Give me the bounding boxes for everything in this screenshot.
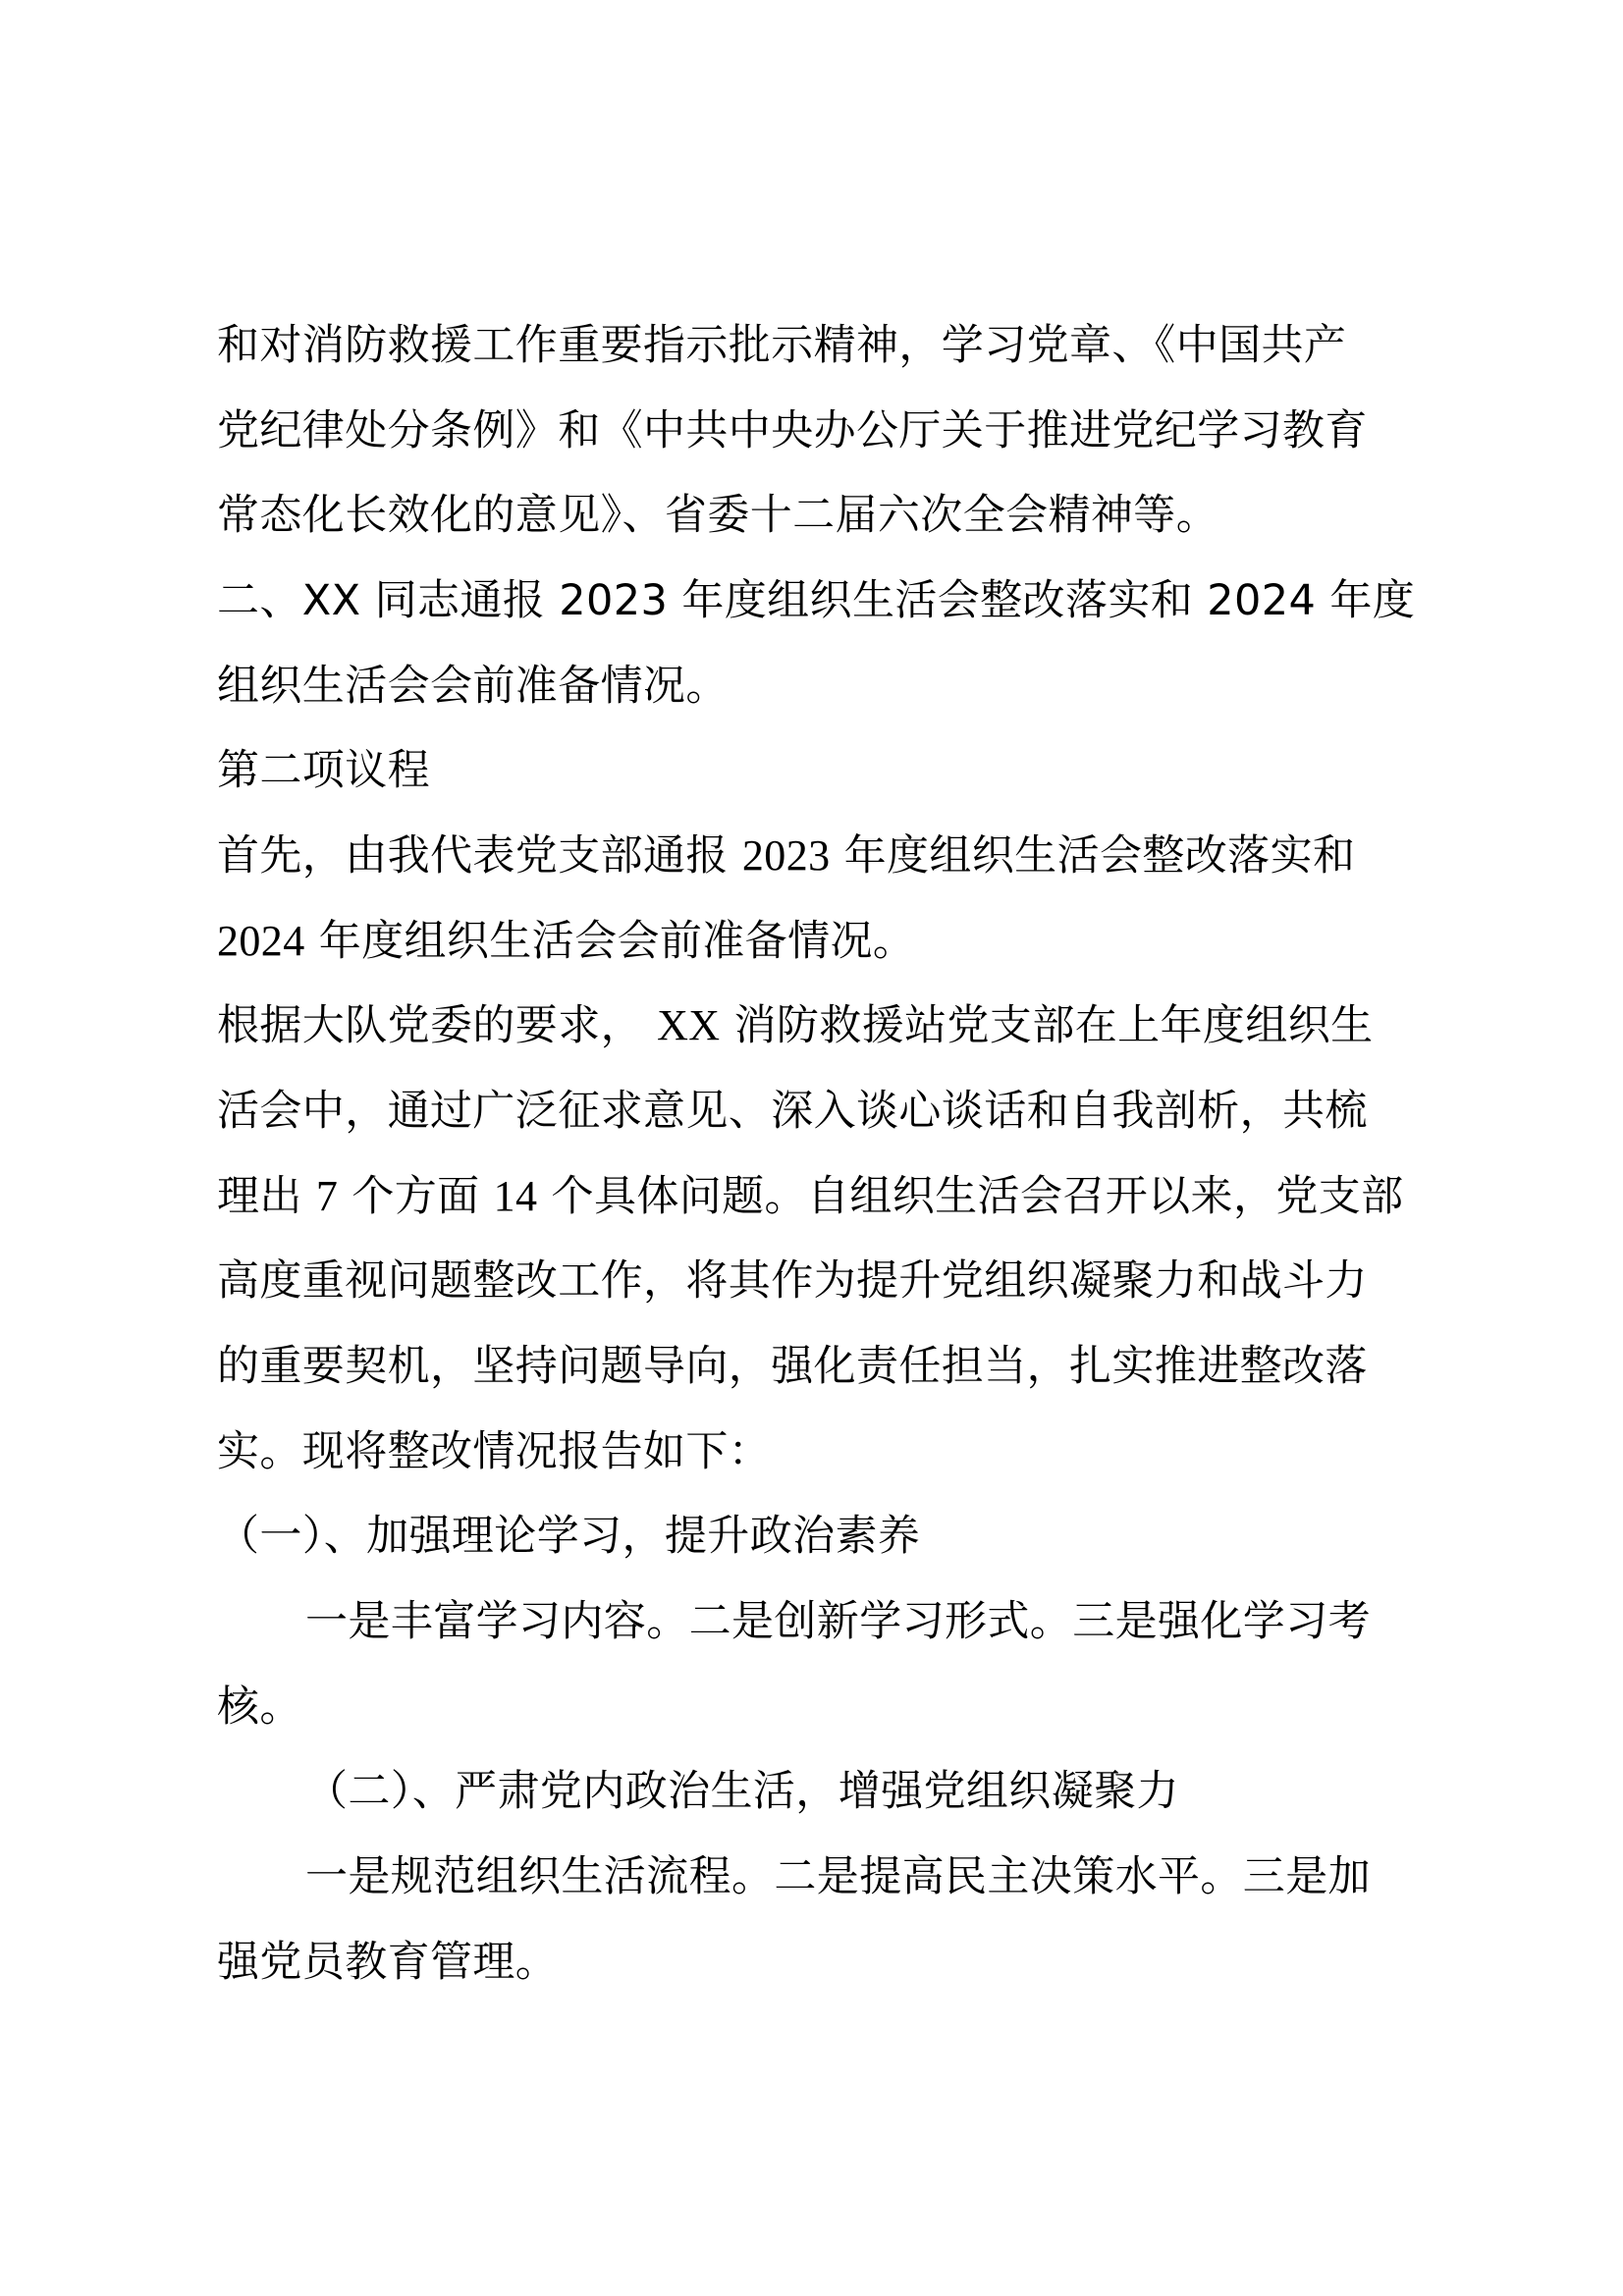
text: 一是丰富学习内容。二是创新学习形式。三是强化学习考 [305,1597,1371,1646]
paragraph-line-2 [217,401,1368,460]
text: （一）、加强理论学习，提升政治素养 [217,1512,921,1561]
text: 党纪律处分条例》和《中共中央办公厅关于推进党纪学习教育 [217,406,1368,455]
agenda-item-two-heading [217,571,1415,630]
subsection-two-body-line-1 [305,1847,1371,1906]
text: 消防救援站党支部在上年度组织生 [733,1001,1374,1050]
count-number: 14 [493,1172,538,1220]
text: 根据大队党委的要求， [217,1001,643,1050]
year-number: 2023 [741,831,831,880]
subheading-one [217,1507,920,1566]
paragraph-line-3 [217,486,1218,545]
section-title-second-agenda [217,741,430,800]
text: 和对消防救援工作重要指示批示精神，学习党章、《中国共产 [217,321,1347,370]
text: 第二项议程 [217,746,430,795]
paragraph-body-line-6 [217,1422,771,1481]
text: 年度组织生活会整改落实和 [843,831,1356,881]
text: 年度组织生活会会前准备情况。 [318,917,916,966]
text: 组织生活会会前准备情况。 [217,662,729,711]
text: （二）、严肃党内政治生活，增强党组织凝聚力 [305,1767,1179,1816]
text: 的重要契机，坚持问题导向，强化责任担当，扎实推进整改落 [217,1342,1368,1391]
text: 活会中，通过广泛征求意见、深入谈心谈话和自我剖析，共梳 [217,1087,1368,1136]
text: 高度重视问题整改工作，将其作为提升党组织凝聚力和战斗力 [217,1256,1368,1306]
text: 一是规范组织生活流程。二是提高民主决策水平。三是加 [305,1852,1371,1901]
paragraph-body-line-4 [217,1252,1368,1310]
agenda-item-two-heading-cont [217,657,729,716]
placeholder-name: XX [657,1001,721,1049]
subheading-two [305,1762,1179,1821]
subsection-two-body-line-2 [217,1933,558,1992]
year-number: 2024 [217,917,305,965]
subsection-one-body-line-2 [217,1678,302,1736]
paragraph-intro-line-2 [217,912,915,971]
paragraph-body-line-1 [217,996,1374,1055]
text: 核。 [217,1682,302,1732]
subsection-one-body-line-1 [305,1592,1371,1651]
text: 强党员教育管理。 [217,1938,559,1987]
text: 个方面 [352,1172,480,1221]
count-number: 7 [315,1172,339,1220]
paragraph-body-line-5 [217,1337,1368,1396]
text: 常态化长效化的意见》、省委十二届六次全会精神等。 [217,491,1219,540]
paragraph-body-line-2 [217,1082,1368,1141]
text: 实。现将整改情况报告如下： [217,1427,772,1476]
paragraph-body-line-3 [217,1167,1404,1226]
paragraph-line-1 [217,316,1346,375]
text: 二、XX 同志通报 2023 年度组织生活会整改落实和 2024 年度 [217,576,1416,625]
text: 个具体问题。自组织生活会召开以来，党支部 [551,1172,1404,1221]
text: 首先，由我代表党支部通报 [217,831,729,881]
paragraph-intro-line-1 [217,827,1355,885]
text: 理出 [217,1172,302,1221]
